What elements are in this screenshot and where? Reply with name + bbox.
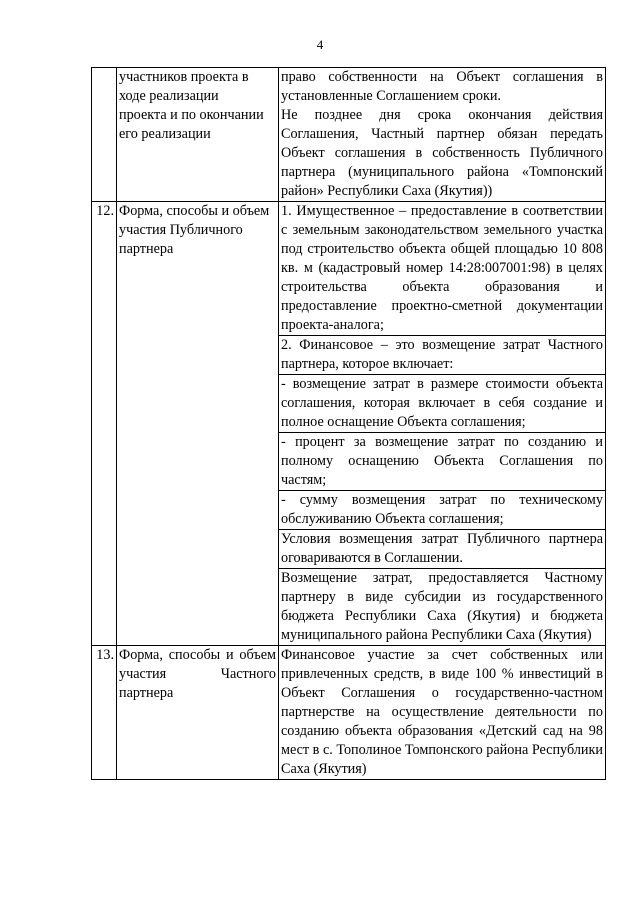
row-number: 13. — [92, 646, 117, 780]
row-number: 12. — [92, 202, 117, 646]
paragraph: 1. Имущественное – предоставление в соответствии с земельным законодательством земельного участка под строительство объекта общей площадью 10 808 кв. м (кадастровый номер 14:28:007001:98) в целях строительства объекта образования и предоставление проектно-сметной документации проекта-аналога; — [281, 203, 603, 333]
paragraph: право собственности на Объект соглашения в установленные Соглашением сроки. — [281, 69, 603, 104]
row-content — [279, 646, 606, 780]
subject-line: партнера — [119, 685, 174, 701]
paragraph: - возмещение затрат в размере стоимости объекта соглашения, которая включает в себя создание и полное оснащение Объекта соглашения; — [281, 376, 603, 430]
subject-line: партнера — [119, 241, 174, 257]
table-row — [92, 68, 606, 202]
table-row — [92, 202, 606, 646]
paragraph: - сумму возмещения затрат по техническому обслуживанию Объекта соглашения; — [281, 492, 603, 527]
paragraph: - процент за возмещение затрат по созданию и полному оснащению Объекта Соглашения по частям; — [281, 434, 603, 488]
subject-line: его реализации — [119, 126, 211, 142]
paragraph: Условия возмещения затрат Публичного партнера оговариваются в Соглашении. — [281, 531, 603, 566]
paragraph: Не позднее дня срока окончания действия Соглашения, Частный партнер обязан передать Объект соглашения в собственность Публичного партнера (муниципального района «Томпонский район» Республики Саха (Якутия)) — [281, 107, 603, 199]
row-subject — [117, 202, 279, 646]
subject-line: участия Частного — [119, 666, 276, 682]
paragraph: Возмещение затрат, предоставляется Частному партнеру в виде субсидии из государственного бюджета Республики Саха (Якутия) и бюджета муниципального района Республики Саха (Якутия) — [281, 570, 603, 643]
subject-line: Форма, способы и объем — [119, 647, 276, 663]
page-number: 4 — [316, 37, 324, 52]
paragraph: Финансовое участие за счет собственных или привлеченных средств, в виде 100 % инвестиций в Объект Соглашения о государственно-частном партнерстве на осуществление деятельности по созданию объекта образования «Детский сад на 98 мест в с. Тополиное Томпонского района Республики Саха (Якутия) — [281, 647, 603, 777]
row-content — [279, 68, 606, 202]
row-content — [279, 202, 606, 646]
paragraph: 2. Финансовое – это возмещение затрат Частного партнера, которое включает: — [281, 337, 603, 372]
table-row — [92, 646, 606, 780]
subject-line: участников проекта в — [119, 69, 249, 85]
subject-line: ходе реализации — [119, 88, 219, 104]
subject-line: участия Публичного — [119, 222, 243, 238]
row-number — [92, 68, 117, 202]
subject-line: Форма, способы и объем — [119, 203, 270, 219]
agreement-table — [91, 67, 606, 780]
row-subject — [117, 68, 279, 202]
subject-line: проекта и по окончании — [119, 107, 264, 123]
row-subject — [117, 646, 279, 780]
